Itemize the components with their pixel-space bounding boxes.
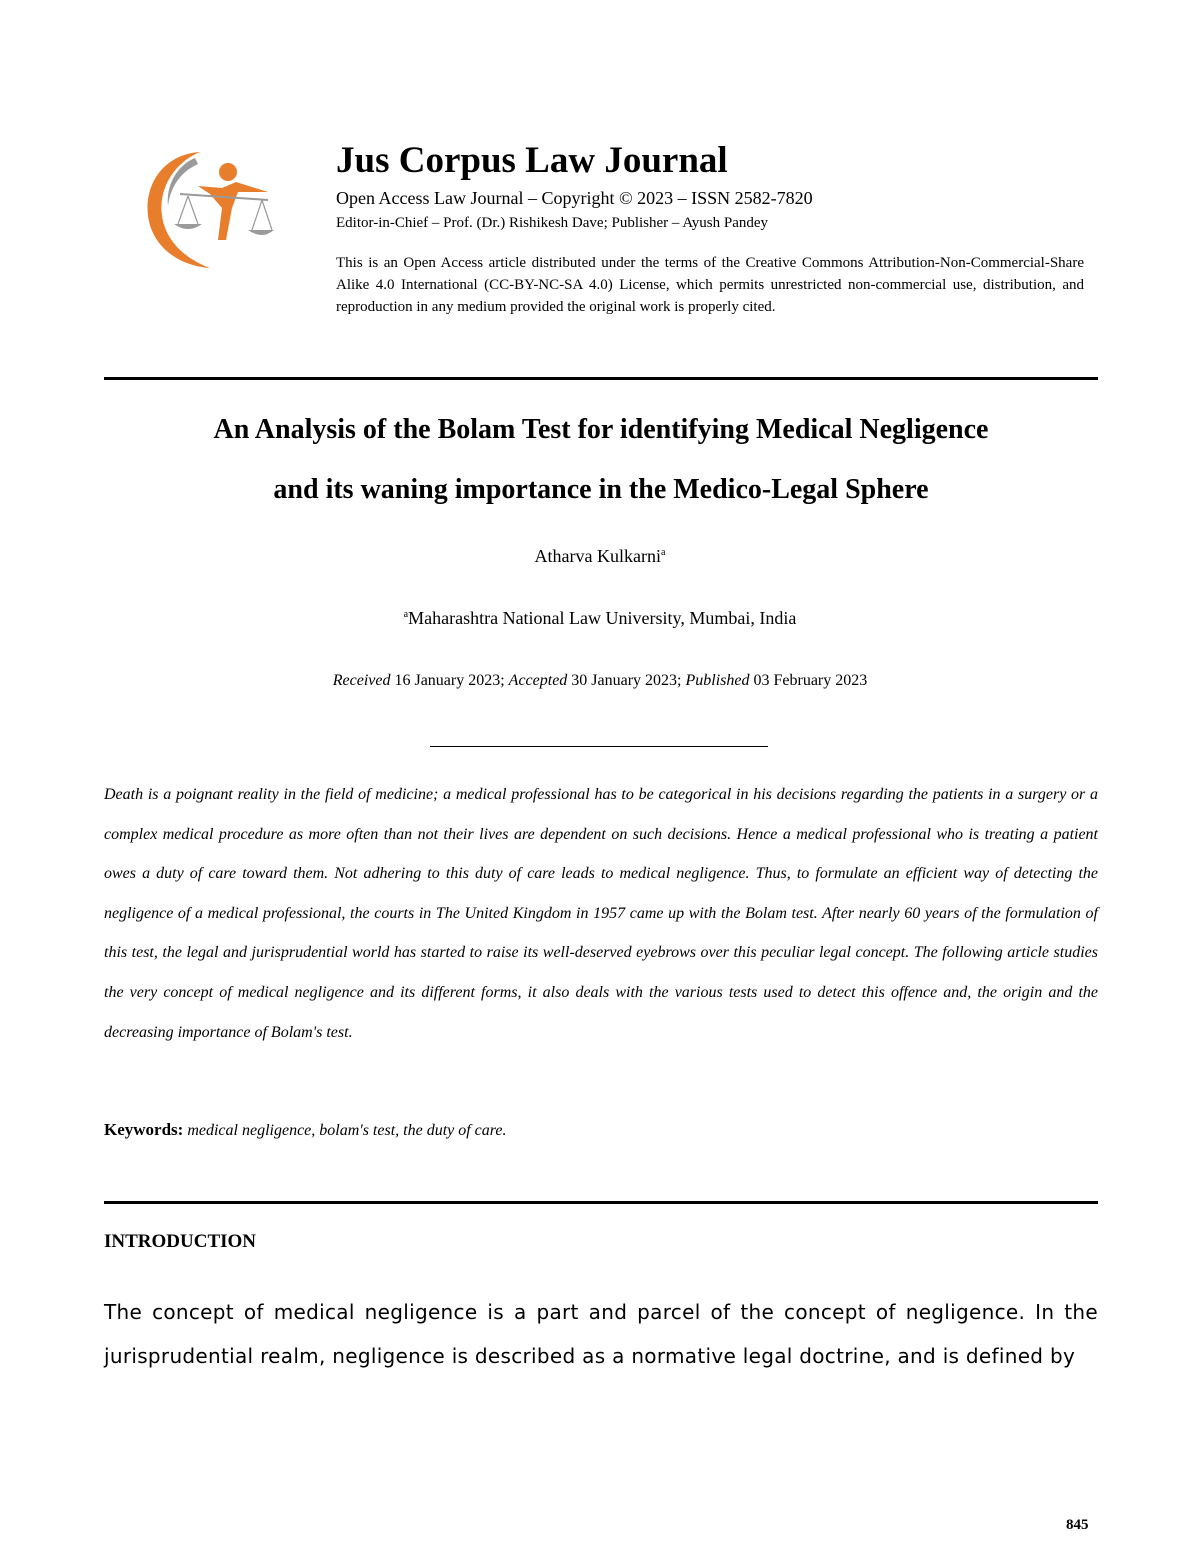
abstract: Death is a poignant reality in the field of medicine; a medical professional has to be categorical in his decisions regarding the patients in a surgery or a complex medical procedure as more often than not their lives are dependent on such decisions. Hence a medical professional who is treating a patient owes a duty of care toward them. Not adhering to this duty of care leads to medical negligence. Thus, to formulate an efficient way of detecting the negligence of a medical professional, the courts in The United Kingdom in 1957 came up with the Bolam test. After nearly 60 years of the formulation of this test, the legal and jurisprudential world has started to raise its well-deserved eyebrows over this peculiar legal concept. The following article studies the very concept of medical negligence and its different forms, it also deals with the various tests used to detect this offence and, the origin and the decreasing importance of Bolam's test. — [104, 786, 1098, 1041]
article-title-line2: and its waning importance in the Medico-Legal Sphere — [273, 474, 929, 505]
journal-logo-icon — [140, 148, 275, 270]
keywords-label: Keywords: — [104, 1120, 184, 1139]
published-label: Published — [685, 672, 750, 689]
article-title — [104, 400, 1098, 520]
affiliation-text: Maharashtra National Law University, Mumbai, India — [408, 608, 797, 628]
published-date: 03 February 2023 — [749, 672, 868, 689]
body-divider — [104, 1201, 1098, 1204]
license-statement: This is an Open Access article distributed under the terms of the Creative Commons Attribution-Non-Commercial-Share Alike 4.0 International (CC-BY-NC-SA 4.0) License, which permits unrestricted non-commercial use, distribution, and reproduction in any medium provided the original work is properly cited. — [336, 255, 1084, 315]
accepted-label: Accepted — [508, 672, 568, 689]
article-dates — [0, 672, 1200, 690]
author-name: Atharva Kulkarni — [534, 546, 661, 566]
header-divider — [104, 377, 1098, 380]
keywords-values: medical negligence, bolam's test, the duty of care. — [187, 1122, 507, 1139]
received-date: 16 January 2023; — [390, 672, 509, 689]
received-label: Received — [332, 672, 391, 689]
journal-subtitle: Open Access Law Journal – Copyright © 2023 – ISSN 2582-7820 — [336, 188, 813, 208]
author — [0, 546, 1200, 567]
journal-header — [336, 138, 1084, 318]
page-number: 845 — [1066, 1517, 1089, 1533]
abstract-divider — [430, 746, 768, 747]
journal-editors: Editor-in-Chief – Prof. (Dr.) Rishikesh Dave; Publisher – Ayush Pandey — [336, 215, 769, 231]
article-title-line1: An Analysis of the Bolam Test for identifying Medical Negligence — [213, 414, 989, 445]
affiliation — [0, 608, 1200, 629]
accepted-date: 30 January 2023; — [567, 672, 686, 689]
body-paragraph: The concept of medical negligence is a part and parcel of the concept of negligence. In the jurisprudential realm, negligence is described as a normative legal doctrine, and is defined by — [104, 1300, 1098, 1368]
keywords — [104, 1120, 1098, 1140]
section-heading-introduction: INTRODUCTION — [104, 1231, 257, 1252]
journal-title: Jus Corpus Law Journal — [336, 140, 728, 181]
author-superscript: a — [661, 547, 666, 558]
affiliation-superscript: a — [403, 609, 409, 620]
